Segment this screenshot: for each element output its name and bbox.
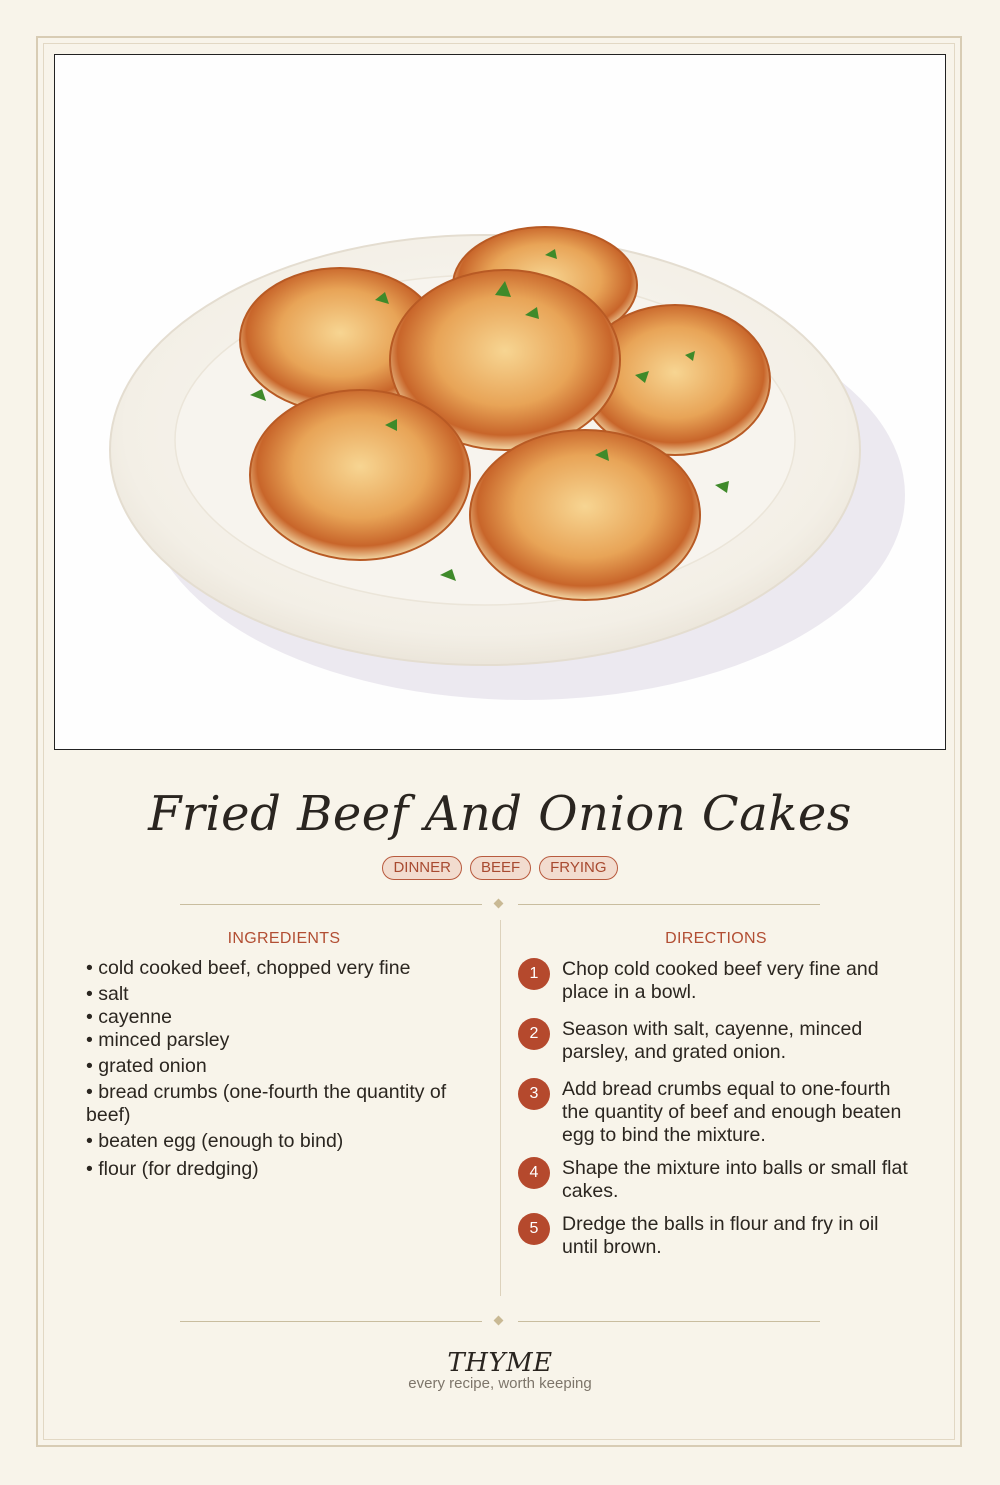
- directions-heading: DIRECTIONS: [665, 930, 767, 947]
- tag-frying[interactable]: FRYING: [539, 856, 617, 880]
- step-number-badge: 4: [518, 1157, 550, 1189]
- ingredient-item: • cold cooked beef, chopped very fine: [86, 957, 411, 979]
- ingredient-item: • grated onion: [86, 1055, 207, 1077]
- step-text: Dredge the balls in flour and fry in oil until brown.: [562, 1213, 879, 1258]
- recipe-title: Fried Beef And Onion Cakes: [148, 786, 852, 842]
- brand-tagline: every recipe, worth keeping: [408, 1375, 592, 1392]
- step-text: Chop cold cooked beef very fine and place in a bowl.: [562, 958, 879, 1003]
- recipe-photo: [54, 54, 946, 750]
- tag-dinner[interactable]: DINNER: [382, 856, 462, 880]
- direction-step: [518, 1157, 918, 1203]
- ingredient-item: • beaten egg (enough to bind): [86, 1130, 344, 1152]
- ingredients-list: [86, 957, 486, 1184]
- ingredient-item: • bread crumbs (one-fourth the quantity of beef): [86, 1081, 447, 1126]
- ingredients-heading: INGREDIENTS: [227, 930, 341, 947]
- step-number-badge: 3: [518, 1078, 550, 1110]
- diamond-ornament-icon: [494, 1316, 504, 1326]
- step-text: Add bread crumbs equal to one-fourth the quantity of beef and enough beaten egg to bind the mixture.: [562, 1078, 902, 1146]
- directions-list: [518, 958, 918, 1259]
- column-separator: [500, 920, 501, 1296]
- step-text: Season with salt, cayenne, minced parsley, and grated onion.: [562, 1018, 863, 1063]
- ingredient-item: • flour (for dredging): [86, 1158, 259, 1180]
- diamond-ornament-icon: [494, 899, 504, 909]
- step-number-badge: 2: [518, 1018, 550, 1050]
- step-number-badge: 1: [518, 958, 550, 990]
- direction-step: [518, 1213, 918, 1259]
- step-text: Shape the mixture into balls or small flat cakes.: [562, 1157, 908, 1202]
- step-number-badge: 5: [518, 1213, 550, 1245]
- divider-top: [180, 899, 820, 911]
- ingredient-item: • salt: [86, 983, 129, 1005]
- direction-step: [518, 1078, 918, 1147]
- ingredient-item: • minced parsley: [86, 1029, 230, 1051]
- ingredient-item: • cayenne: [86, 1006, 172, 1028]
- tag-beef[interactable]: BEEF: [470, 856, 531, 880]
- divider-bottom: [180, 1316, 820, 1328]
- direction-step: [518, 958, 918, 1004]
- direction-step: [518, 1018, 918, 1064]
- brand-logo: THYME: [447, 1348, 553, 1378]
- tag-list: [0, 856, 1000, 880]
